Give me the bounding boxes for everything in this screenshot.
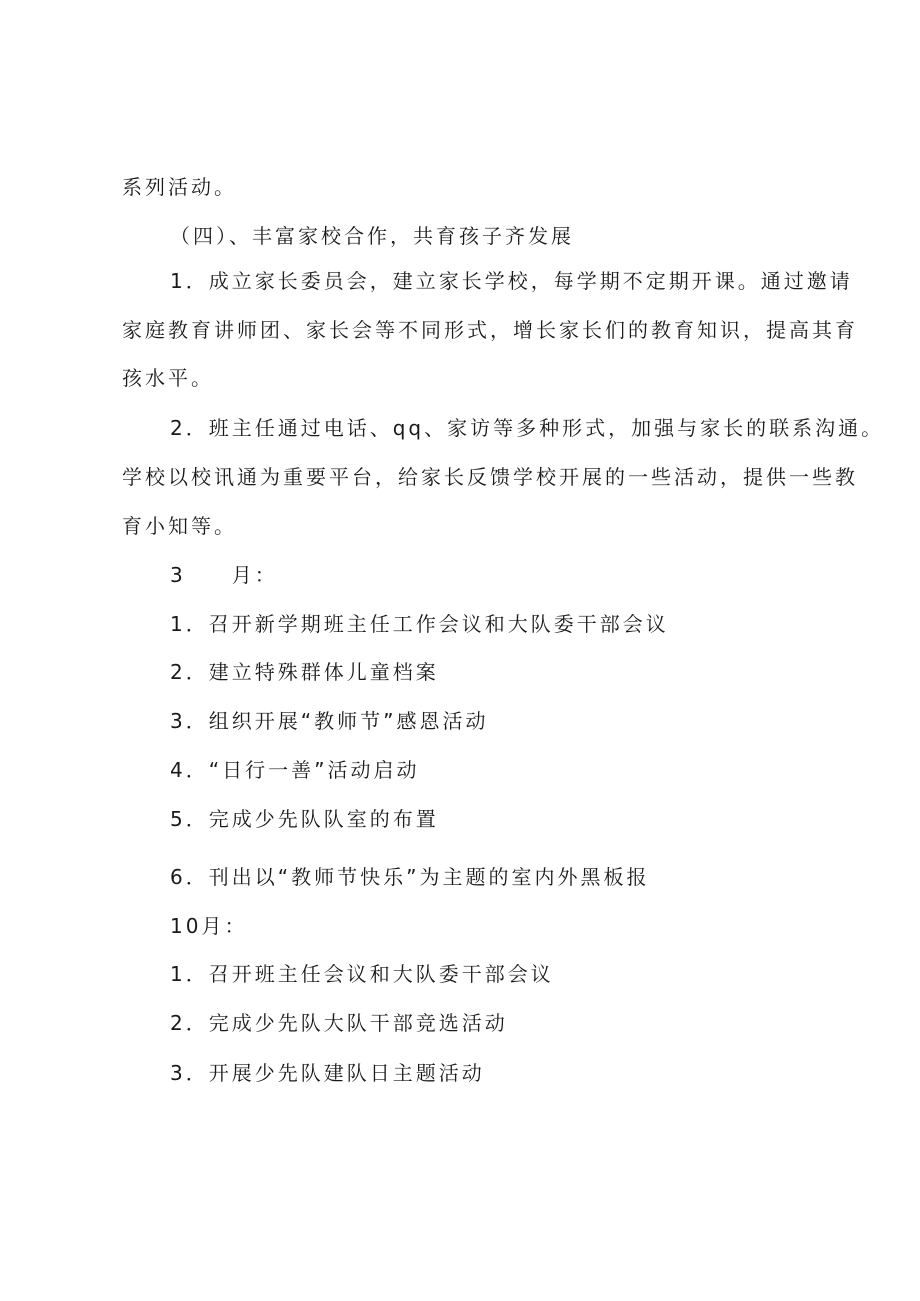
month-heading: 10月： xyxy=(170,914,248,938)
paragraph-line: 家庭教育讲师团、家长会等不同形式，增长家长们的教育知识，提高其育 xyxy=(122,318,858,342)
paragraph-continuation: 系列活动。 xyxy=(122,175,237,199)
list-item: 2．建立特殊群体儿童档案 xyxy=(170,660,439,684)
list-item: 3．组织开展“教师节”感恩活动 xyxy=(170,709,489,733)
paragraph-line: 学校以校讯通为重要平台，给家长反馈学校开展的一些活动，提供一些教 xyxy=(122,465,858,489)
list-item: 5．完成少先队队室的布置 xyxy=(170,807,439,831)
paragraph-line: 1．成立家长委员会，建立家长学校，每学期不定期开课。通过邀请 xyxy=(170,269,853,293)
list-item: 3．开展少先队建队日主题活动 xyxy=(170,1061,485,1085)
month-heading: 3 月： xyxy=(170,563,278,587)
list-item: 2．完成少先队大队干部竞选活动 xyxy=(170,1011,508,1035)
list-item: 6．刊出以“教师节快乐”为主题的室内外黑板报 xyxy=(170,865,650,889)
paragraph-line: 2．班主任通过电话、qq、家访等多种形式，加强与家长的联系沟通。 xyxy=(170,416,885,440)
list-item: 4．“日行一善”活动启动 xyxy=(170,758,420,782)
paragraph-line: 孩水平。 xyxy=(122,366,214,390)
section-heading: （四）、丰富家校合作，共育孩子齐发展 xyxy=(170,224,574,248)
list-item: 1．召开班主任会议和大队委干部会议 xyxy=(170,962,554,986)
list-item: 1．召开新学期班主任工作会议和大队委干部会议 xyxy=(170,612,669,636)
paragraph-line: 育小知等。 xyxy=(122,514,237,538)
